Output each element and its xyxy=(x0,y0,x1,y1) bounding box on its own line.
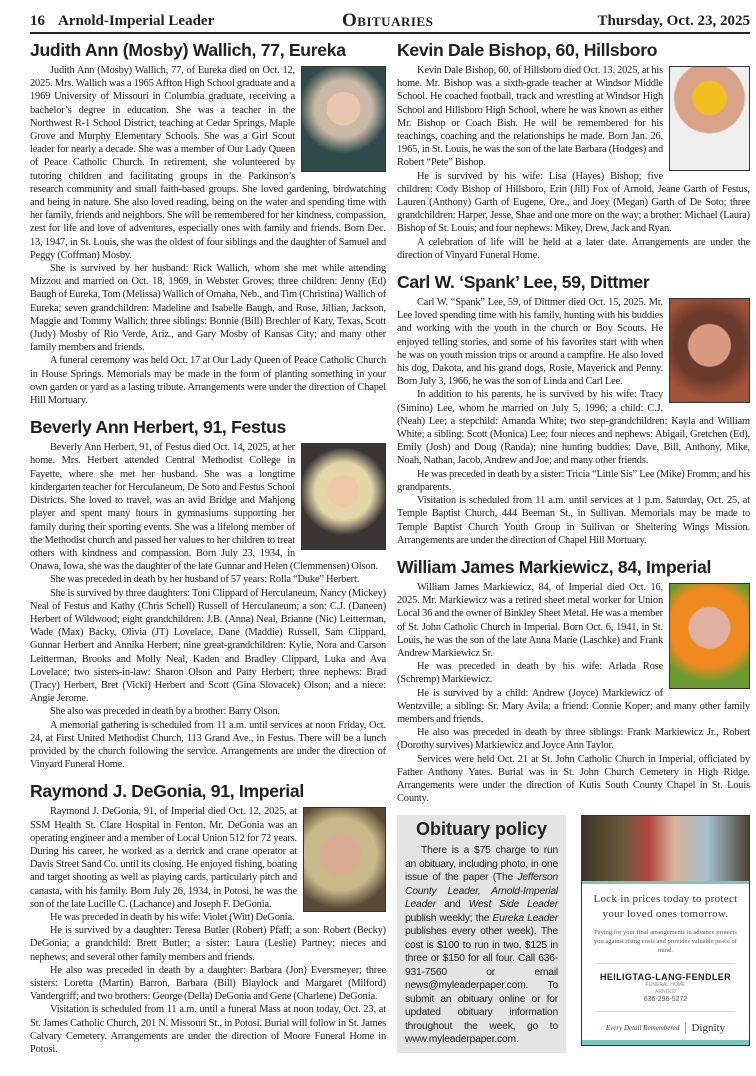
policy-text xyxy=(405,844,558,1047)
divider xyxy=(596,963,735,964)
obituary-paragraph: He was preceded in death by his wife: Arlada Rose (Schremp) Markiewicz. xyxy=(397,661,663,686)
obituary-paragraph: Raymond J. DeGonia, 91, of Imperial died Oct. 12, 2025, at SSM Health St. Clare Hospital in Fenton. Mr. DeGonia was an operating engineer and a member of Local Union 512 for 72 years. During his career, he worked as a derrick and crane operator at Davis Street Sand Co. until its closing. He enjoyed fishing, boating and target shooting as well as playing cards, particularly pitch and canasta, with his family. Born July 26, 1934, in Potosi, he was the son of the late Lucille C. (Lachance) and Joseph F. DeGonia. xyxy=(30,806,297,910)
policy-seg: and xyxy=(435,899,469,911)
obituary-photo xyxy=(301,443,386,550)
obituary xyxy=(397,272,750,547)
obituary-paragraph: Carl W. “Spank” Lee, 59, of Dittmer died Oct. 15, 2025. Mr. Lee loved spending time with his family, hunting with his buddies and working with the youth in the church or Boy Scouts. He enjoyed telling stories, and some of his favorites start with when he was on youth mission trips or around a campfire. He also loved his dog, Dakota, and his grand dogs, Rosie, Maverick and Penny. Born July 3, 1966, he was the son of Linda and Carl Lee. xyxy=(397,297,663,388)
ad-tagline: Every Detail Remembered xyxy=(605,1024,680,1033)
obituary-paragraph: She was preceded in death by her husband of 57 years: Rolla “Duke” Herbert. xyxy=(50,574,360,586)
obituary-paragraph: He is survived by a daughter: Teresa Butler (Robert) Pfaff; a son: Robert (Becky) DeGonia; a grandchild: Brett Butler; a sister: Laura (Leslie) Partney; nieces and nephews; and several other family members and friends. xyxy=(30,925,386,963)
obituary-paragraph: A celebration of life will be held at a later date. Arrangements are under the direction of Vinyard Funeral Home. xyxy=(397,236,750,261)
obituary-paragraph: A memorial gathering is scheduled from 11 a.m. until services at noon Friday, Oct. 24, at First United Methodist Church, 113 Grand Ave., in Festus. There will be a lunch provided by the church following the service. Arrangements are under the direction of Vinyard Funeral Home. xyxy=(30,719,386,771)
obituary xyxy=(397,557,750,805)
ad-photo xyxy=(582,816,749,881)
policy-seg: West Side Leader xyxy=(468,899,558,911)
ad-headline: Lock in prices today to protect your loved ones tomorrow. xyxy=(593,893,738,921)
obituary-paragraph: Services were held Oct. 21 at St. John Catholic Church in Imperial, officiated by Father Anthony Yates. Burial was in St. John Church Cemetery in High Ridge. Arrangements were under the direction of Kutis South County Chapel in St. Louis County. xyxy=(397,753,750,805)
obituary-headline: Raymond J. DeGonia, 91, Imperial xyxy=(30,781,304,802)
obituary-paragraph: He is survived by a child: Andrew (Joyce) Markiewicz of Wentzville; a sibling: Sr. Mary Avila; a friend: Connie Koper; and many other family members and friends. xyxy=(397,687,750,725)
obituary-paragraph: Beverly Ann Herbert, 91, of Festus died Oct. 14, 2025, at her home. Mrs. Herbert attended Central Methodist College in Fayette, where she met her husband. She was a longtime kindergarten teacher for Herculaneum, De Soto and Festus School Districts. She loved to travel, was an avid Bridge and Mahjong player and spent many hours in gymnasiums supporting her family during their sporting events. She was a lifelong member of the Methodist church and passed her values to her children to treat others with kindness and compassion. Born July 23, 1934, in Onawa, Iowa, she was the daughter of the late Gunnar and Helen (Clemmensen) Olson. xyxy=(30,442,378,573)
obituary-paragraph: He also was preceded in death by three siblings: Frank Markiewicz Jr., Robert (Dorothy survives) Markiewicz and Joyce Ann Taylor. xyxy=(397,727,750,752)
page-number: 16 xyxy=(30,13,45,29)
divider xyxy=(596,1011,735,1012)
funeral-home-name: HEILIGTAG-LANG-FENDLER xyxy=(599,972,732,983)
obituary xyxy=(30,781,386,1056)
policy-title: Obituary policy xyxy=(415,819,548,840)
funeral-home-ad[interactable] xyxy=(581,815,750,1046)
policy-seg: Jefferson County Leader, Arnold-Imperial Leader xyxy=(405,872,558,911)
obituary xyxy=(30,417,386,771)
obituary-paragraph: A funeral ceremony was held Oct. 17 at Our Lady Queen of Peace Catholic Church in House Springs. Memorials may be made in the form of planting something in your own garden or yard as a lasting tribute. Arrangements were under the direction of Chapel Hill Mortuary. xyxy=(30,355,386,407)
obituary-paragraph: She is survived by her husband: Rick Wallich, whom she met while attending Mizzou and married on Oct. 18, 1969, in Webster Groves; three children: Jenny (Ed) Baugh of Eureka, Tom (Melissa) Wallich of Omaha, Neb., and Tim (Christina) Wallich of Eureka; seven grandchildren: Madeline and Isabelle Baugh, and Rose, Jillian, Jackson, Maggie and Tommy Wallich; three siblings: Bonnie (Bill) Brechler of Katy, Texas, Scott (Judy) Mosby of Rio Verde, Ariz., and Gary Mosby of Kansas City; and many other family members and friends. xyxy=(30,263,386,354)
obituary-paragraph: Visitation is scheduled from 11 a.m. until services at 1 p.m. Saturday, Oct. 25, at Temple Baptist Church, 444 Beeman St., in Sullivan. Memorials may be made to Temple Baptist Church Youth Group in Sullivan or Sheltering Wings Mission. Arrangements are under the direction of Chapel Hill Mortuary. xyxy=(397,495,750,546)
funeral-home-phone: 636-296-5272 xyxy=(643,996,688,1004)
obituary-paragraph: She also was preceded in death by a brother: Barry Olson. xyxy=(50,706,280,718)
issue-date: Thursday, Oct. 23, 2025 xyxy=(597,13,750,29)
obituary-paragraph: Kevin Dale Bishop, 60, of Hillsboro died Oct. 13. 2025, at his home. Mr. Bishop was a sixth-grade teacher at Windsor Middle School. He coached football, track and wrestling at Windsor High School and Hillsboro High School, where he was known as either Mr. Bishop or Coach Bish. He will be remembered for his teachings, coaching and the relationships he made. Born Jan. 26, 1965, in St. Louis, he was the son of the late Barbara (Hodges) and Robert “Pete” Bishop. xyxy=(397,65,663,169)
obituary-photo xyxy=(303,807,386,912)
funeral-home-type: FUNERAL HOME xyxy=(645,982,686,989)
obituary-paragraph: Judith Ann (Mosby) Wallich, 77, of Eureka died on Oct. 12, 2025. Mrs. Wallich was a 1965 Affton High School graduate and a 1969 University of Missouri in Columbia graduate, receiving a bachelor’s degree in education. She was a teacher in the Northwest R-1 School District, teaching at Cedar Springs, Maple Grove and Murphy Elementary Schools. She was a Girl Scout leader for nearly a decade. She was a member of Our Lady Queen of Peace Catholic Church. In retirement, she volunteered by tutoring children and facilitating groups in the Parkinson’s research community and small faith-based groups. She loved gardening, birdwatching and being in nature. She also loved reading, being on the water and spending time with her family, friends and neighbors. She will be remembered for her kindness, compassion, zest for life and love of adventures, especially ones with family and friends. Born Dec. 13, 1947, in St. Louis, she was the oldest of four siblings and the daughter of Samuel and Peggy (Coffman) Mosby. xyxy=(30,65,386,261)
page-header xyxy=(30,10,750,34)
obituary-policy-box xyxy=(397,815,566,1053)
section-title: Obituaries xyxy=(342,10,434,31)
obituary-headline: Kevin Dale Bishop, 60, Hillsboro xyxy=(397,40,658,60)
obituary-paragraph: Visitation is scheduled from 11 a.m. until a funeral Mass at noon today, Oct. 23, at St. James Catholic Church, 201 N. Missouri St., in Potosi. Burial will follow in St. James Calvary Cemetery. Arrangements are under the direction of Moore Funeral Home in Potosi. xyxy=(30,1004,386,1056)
obituary xyxy=(30,40,386,407)
policy-seg: publishes every other week). The cost is $100 to run in two, $125 in three or $150 for all four. Call 636-931-7560 or email news@myleaderpaper.com. To submit an obituary online or for updated obituary information throughout the week, go to www.myleaderpaper.com. xyxy=(405,926,558,1046)
left-column xyxy=(30,40,386,1066)
obituary-headline: William James Markiewicz, 84, Imperial xyxy=(397,556,712,577)
obituary-paragraph: William James Markiewicz, 84, of Imperial died Oct. 16, 2025. Mr. Markiewicz was a retired sheet metal worker for Union Local 36 and the owner of Binkley Sheet Metal. He was a member of St. John Catholic Church in Imperial. Born Oct. 6, 1941, in St. Louis, he was the son of the late Anna Marie (Laschke) and Frank Andrew Markiewicz Sr. xyxy=(397,581,663,659)
obituary-photo xyxy=(669,66,750,171)
obituary-headline: Beverly Ann Herbert, 91, Festus xyxy=(30,417,287,438)
obituary-photo xyxy=(669,298,750,403)
obituary-paragraph: He was preceded in death by his wife: Violet (Witt) DeGonia. xyxy=(50,911,295,923)
policy-seg: There is a $75 charge to run an obituary, including photo, in one issue of the paper (The xyxy=(405,845,558,884)
right-column xyxy=(397,40,750,1053)
bottom-row xyxy=(397,815,750,1053)
ad-subtext: Paying for your final arrangements in advance protects you against rising costs and provides valuable peace of mind. xyxy=(594,929,737,955)
obituary-paragraph: He is survived by his wife: Lisa (Hayes) Bishop; five children: Cody Bishop of Hillsboro, Erin (Jill) Fox of Arnold, Jeane Garth of Festus, Lauren (Anthony) Garth of Eugene, Ore., and Joey (Megan) Garth of De Soto; three grandchildren: Harper, Jesse, Shae and one more on the way; a brother: Michael (Laura) Bishop of St. Louis; and four nephews: Mikey, Drew, Jack and Ryan. xyxy=(397,170,750,235)
dignity-logo: Dignity xyxy=(685,1022,725,1034)
obituary-paragraph: In addition to his parents, he is survived by his wife: Tracy (Simino) Lee, whom he married on July 5, 1996; a child: C.J. (Neah) Lee; a stepchild: Amanda White; two step-grandchildren: Kayla and William White; a sibling: Scott (Monica) Lee; four nieces and nephews: Abigail, Gretchen (Ed), Emily (Josh) and Doug (Randa); nine hunting buddies: Dave, Bill, Anthony, Mike, Noah, Nathan, Jacob, Andrew and Joe; and many other friends. xyxy=(397,389,750,467)
obituary-photo xyxy=(669,583,750,689)
ad-bottom-bar xyxy=(582,1040,749,1045)
policy-seg: Eureka Leader xyxy=(492,912,558,924)
obituary-paragraph: She is survived by three daughters: Toni Clippard of Herculaneum, Nancy (Mickey) Neal of Festus and Kathy (Chris Schell) Russell of Herculaneum; a son: C.J. (Daneen) Herbert of Wildwood; eight grandchildren: J.B. (Anna) Neal, Brianne (Nic) Leitterman, Wade (Max) Backy, Olivia (JT) Lovelace, Dane (Maddie) Russell, Sam Clippard, Gunnar Herbert and Annika Herbert; nine great-grandchildren: Kylie, Nora and Carson Leitterman, Brooks and Molly Neal, Kaden and Bradley Clippard, Luka and Ava Lovelace; two sisters-in-law: Sharon Olson and Patty Herbert; three nephews: Brad (Tracy) Herbert, Bret (Vicki) Herbert and Scott (Gina Slovacek) Olson; and a niece: Angie Jerome. xyxy=(30,587,386,705)
obituary-headline: Judith Ann (Mosby) Wallich, 77, Eureka xyxy=(30,40,346,60)
obituary xyxy=(397,40,750,262)
obituary-paragraph: He also was preceded in death by a daughter: Barbara (Jon) Eversmeyer; three sisters: Loretta (Martin) Barron, Barbara (Bill) Blaylock and Margaret (Milford) Vandergriff; and two brothers: George (Della) DeGonia and Gene (Charlene) DeGonia. xyxy=(30,964,386,1003)
obituary-paragraph: He was preceded in death by a sister: Tricia “Little Sis” Lee (Mike) Fromm; and his grandparents. xyxy=(397,468,750,493)
paper-name: Arnold-Imperial Leader xyxy=(58,13,215,29)
policy-seg: publish weekly; the xyxy=(405,912,493,924)
obituary-headline: Carl W. ‘Spank’ Lee, 59, Dittmer xyxy=(397,272,650,293)
funeral-home-city: ARNOLD xyxy=(655,989,676,996)
obituary-photo xyxy=(301,66,386,172)
ad-accent-bar xyxy=(582,881,749,884)
